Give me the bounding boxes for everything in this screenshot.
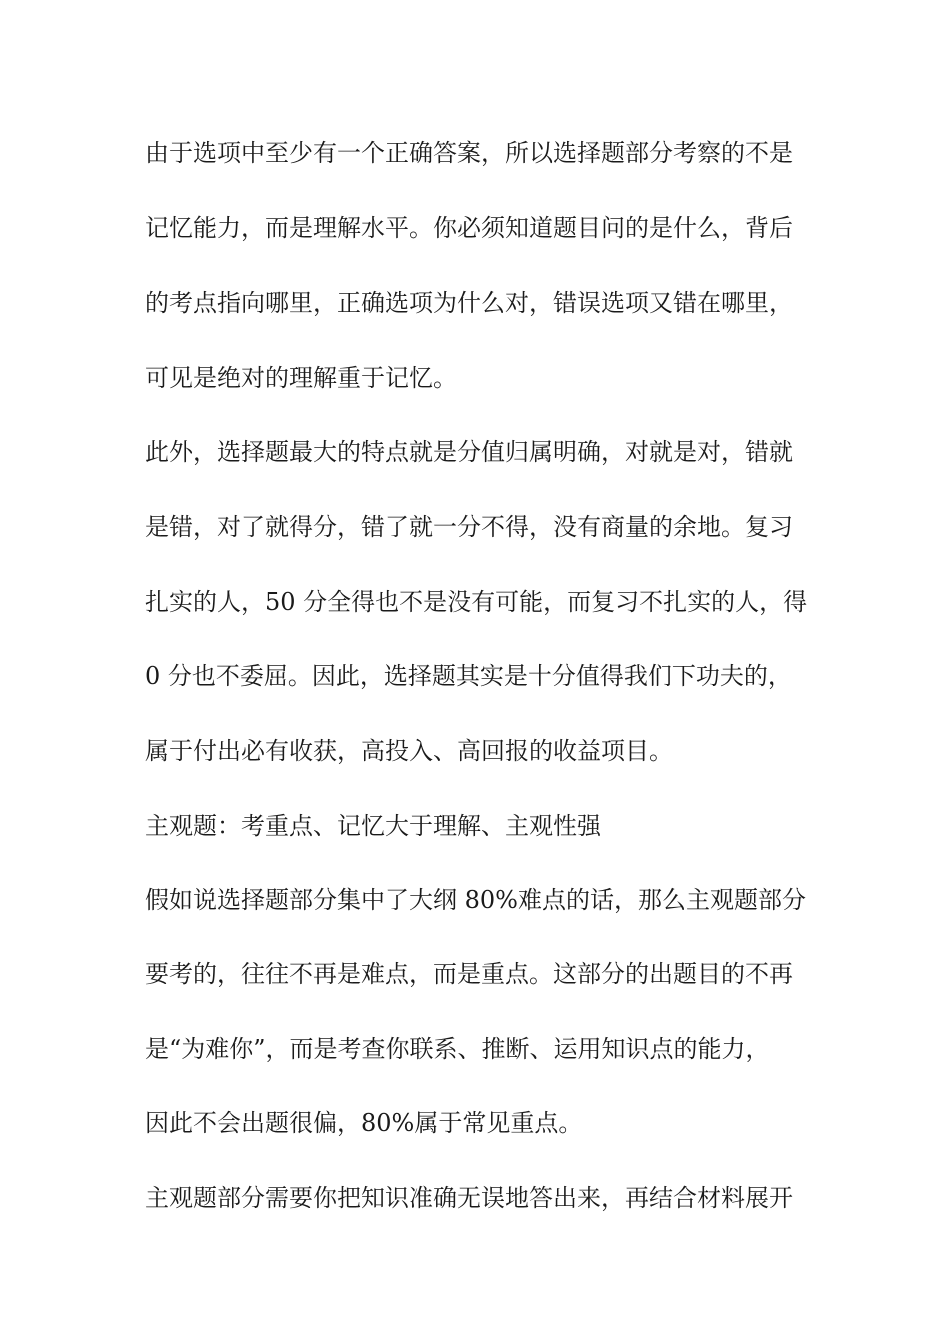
text-line: 由于选项中至少有一个正确答案，所以选择题部分考察的不是 <box>145 139 793 167</box>
text-line: 记忆能力，而是理解水平。你必须知道题目问的是什么，背后 <box>145 214 793 242</box>
text-line: 要考的，往往不再是难点，而是重点。这部分的出题目的不再 <box>145 960 793 988</box>
text-line: 此外，选择题最大的特点就是分值归属明确，对就是对，错就 <box>145 438 793 466</box>
text-line: 是“为难你”，而是考查你联系、推断、运用知识点的能力， <box>145 1035 770 1063</box>
text-line: 属于付出必有收获，高投入、高回报的收益项目。 <box>145 737 673 765</box>
text-line: 假如说选择题部分集中了大纲 80%难点的话，那么主观题部分 <box>145 886 806 914</box>
text-line: 扎实的人，50 分全得也不是没有可能，而复习不扎实的人，得 <box>145 588 808 616</box>
text-line: 因此不会出题很偏，80%属于常见重点。 <box>145 1109 583 1137</box>
text-line: 可见是绝对的理解重于记忆。 <box>145 364 457 392</box>
section-heading: 主观题：考重点、记忆大于理解、主观性强 <box>145 812 601 840</box>
text-line: 的考点指向哪里，正确选项为什么对，错误选项又错在哪里， <box>145 289 793 317</box>
text-line: 主观题部分需要你把知识准确无误地答出来，再结合材料展开 <box>145 1184 793 1212</box>
text-line: 0 分也不委屈。因此，选择题其实是十分值得我们下功夫的， <box>145 662 792 690</box>
text-line: 是错，对了就得分，错了就一分不得，没有商量的余地。复习 <box>145 513 793 541</box>
